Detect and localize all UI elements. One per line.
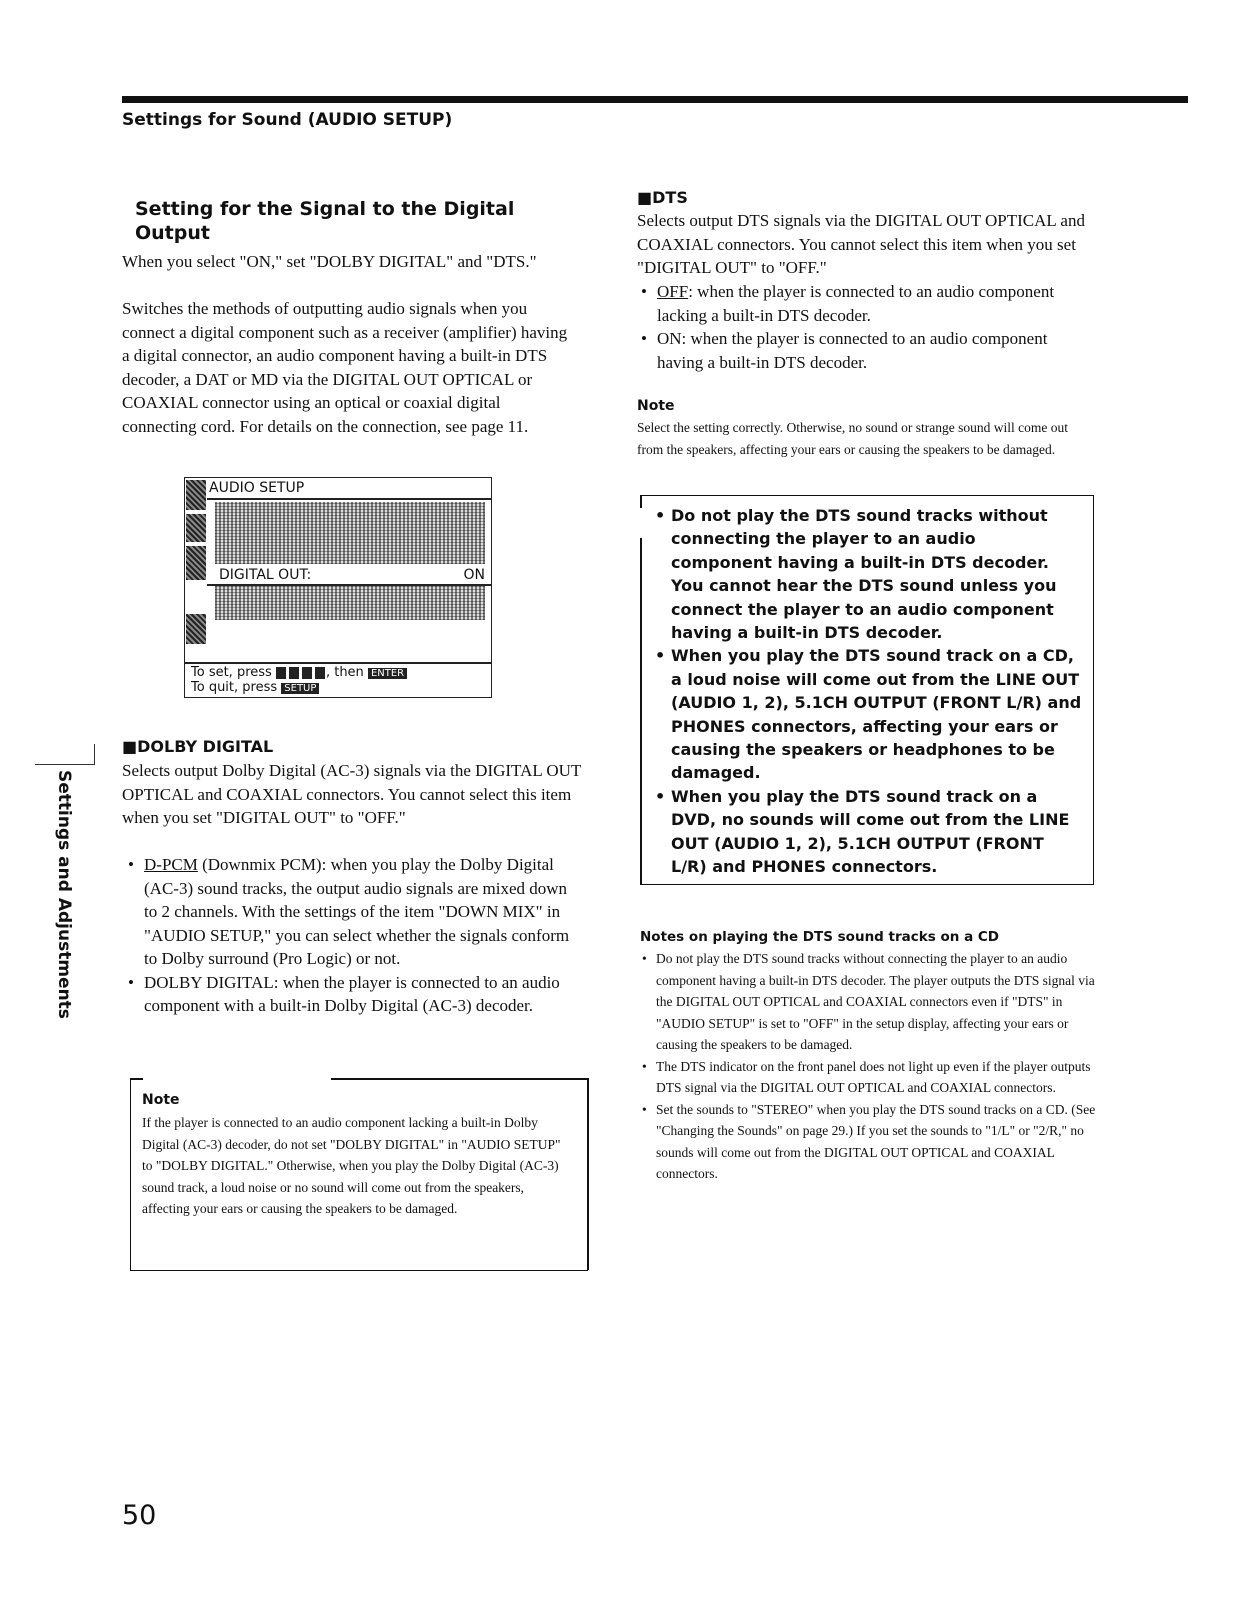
dts-note-text: Select the setting correctly. Otherwise, no sound or strange sound will come out from the speakers, affecting your ears or causing the speakers to be damaged.	[637, 420, 1069, 457]
bullet-icon: •	[642, 1101, 647, 1117]
screen-title-rule	[207, 498, 491, 500]
dts-warning-item: • When you play the DTS sound track on a CD, a loud noise will come out from the LINE OUT (AUDIO 1, 2), 5.1CH OUTPUT (FRONT L/R) and PHONES connectors, affecting your ears or causing the speakers or headphones to be damaged.	[652, 644, 1082, 784]
dolby-option-dpcm	[124, 853, 584, 971]
note-box-border	[130, 1078, 143, 1080]
screen-blurred-subitems	[215, 586, 485, 620]
dts-off-description: : when the player is connected to an audio component lacking a built-in DTS decoder.	[657, 282, 1055, 325]
page-number: 50	[122, 1500, 157, 1531]
audio-setup-screen	[184, 477, 492, 698]
setup-key-icon: SETUP	[281, 683, 319, 694]
bullet-icon: •	[642, 951, 647, 966]
dts-warning-box	[640, 495, 1094, 885]
dolby-note-text: If the player is connected to an audio component lacking a built-in Dolby Digital (AC-3) decoder, do not set "DOLBY DIGITAL" in "AUDIO SETUP" to "DOLBY DIGITAL." Otherwise, when you play the Dolby Digital (AC-3) sound track, a loud noise or no sound will come out from the speakers, affecting your ears or causing the speakers to be damaged.	[142, 1115, 561, 1216]
digital-out-label: DIGITAL OUT:	[219, 567, 312, 583]
screen-footer-set	[191, 665, 407, 680]
side-tab-label: Settings and Adjustments	[54, 770, 74, 1019]
dolby-digital-options	[124, 853, 584, 1018]
dpcm-default-label: D-PCM	[144, 855, 198, 874]
dts-off-default-label: OFF	[657, 282, 689, 301]
screen-footer-quit	[191, 680, 319, 695]
intro-paragraph-2: Switches the methods of outputting audio signals when you connect a digital component such as a receiver (amplifier) having a digital connector, an audio component having a built-in DTS decoder, a DAT or MD via the DIGITAL OUT OPTICAL or COAXIAL connector using an optical or coaxial digital connecting cord. For details on the connection, see page 11.	[122, 299, 568, 436]
cd-note-text: Set the sounds to "STEREO" when you play the DTS sound tracks on a CD. (See "Changing the Sounds" on page 29.) If you set the sounds to "1/L" or "2/R," no sounds will come out from the DIGITAL OUT OPTICAL and COAXIAL connectors.	[656, 1101, 1096, 1181]
dolby-digital-heading: ■DOLBY DIGITAL	[122, 737, 274, 756]
dts-description: Selects output DTS signals via the DIGITAL OUT OPTICAL and COAXIAL connectors. You cannot select this item when you set "DIGITAL OUT" to "OFF."	[637, 211, 1085, 277]
intro-paragraph-1: When you select "ON," set "DOLBY DIGITAL" and "DTS."	[122, 252, 537, 271]
cd-note-item	[640, 948, 1100, 1056]
cd-notes-title: Notes on playing the DTS sound tracks on a CD	[640, 929, 999, 945]
screen-blurred-menu-items	[215, 502, 485, 564]
side-tab	[52, 770, 78, 1030]
dolby-option-dolby-digital: • DOLBY DIGITAL: when the player is connected to an audio component with a built-in Dolby Digital (AC-3) decoder.	[124, 971, 584, 1018]
dolby-note-title: Note	[142, 1092, 180, 1108]
digital-out-value: ON	[463, 567, 485, 583]
menu-icon-2	[186, 514, 206, 542]
dolby-digital-description: Selects output Dolby Digital (AC-3) signals via the DIGITAL OUT OPTICAL and COAXIAL connectors. You cannot select this item when you set "DIGITAL OUT" to "OFF."	[122, 761, 581, 827]
dts-note-title: Note	[637, 398, 675, 414]
cd-note-item	[640, 1099, 1100, 1185]
dts-warning-item: • When you play the DTS sound track on a DVD, no sounds will come out from the LINE OUT (AUDIO 1, 2), 5.1CH OUTPUT (FRONT L/R) and PHONES connectors.	[652, 785, 1082, 879]
screen-title: AUDIO SETUP	[209, 480, 305, 496]
screen-footer-rule	[185, 662, 491, 664]
side-tab-marker	[35, 744, 95, 765]
page-header-title: Settings for Sound (AUDIO SETUP)	[122, 110, 453, 130]
note-box-border-2	[331, 1078, 589, 1080]
menu-icon-1	[186, 480, 206, 510]
dolby-note-box	[130, 1078, 588, 1271]
cd-notes-list	[640, 948, 1100, 1185]
footer-set-text: To set, press	[191, 665, 272, 680]
arrow-keys-icon	[276, 667, 326, 679]
cd-note-text: Do not play the DTS sound tracks without connecting the player to an audio component having a built-in DTS decoder. The player outputs the DTS signal via the DIGITAL OUT OPTICAL and COAXIAL connectors even if "DTS" in "AUDIO SETUP" is set to "OFF" in the setup display, affecting your ears or causing the speakers to be damaged.	[656, 951, 1095, 1052]
enter-key-icon: ENTER	[368, 668, 407, 679]
dts-heading: ■DTS	[637, 188, 688, 207]
dts-options	[637, 280, 1092, 374]
dts-option-off	[637, 280, 1092, 327]
dts-warning-list	[640, 496, 1082, 879]
dts-warning-item: • Do not play the DTS sound tracks without connecting the player to an audio component having a built-in DTS decoder. You cannot hear the DTS sound unless you connect the player to an audio component having a built-in DTS decoder.	[652, 504, 1082, 644]
footer-quit-text: To quit, press	[191, 680, 278, 695]
dts-option-on: • ON: when the player is connected to an audio component having a built-in DTS decoder.	[637, 327, 1092, 374]
menu-icon-3	[186, 546, 206, 580]
cd-note-text: The DTS indicator on the front panel does not light up even if the player outputs DTS signal via the DIGITAL OUT OPTICAL and COAXIAL connectors.	[656, 1058, 1091, 1095]
header-rule	[122, 96, 1188, 103]
cd-note-item	[640, 1056, 1100, 1099]
footer-then-text: , then	[325, 665, 364, 680]
bullet-icon: •	[642, 1058, 647, 1074]
section-heading: Setting for the Signal to the Digital Output	[135, 198, 515, 244]
dpcm-description: (Downmix PCM): when you play the Dolby Digital (AC-3) sound tracks, the output audio signals are mixed down to 2 channels. With the settings of the item "DOWN MIX" in "AUDIO SETUP," you can select whether the signals conform to Dolby surround (Pro Logic) or not.	[144, 855, 570, 968]
menu-icon-4	[186, 614, 206, 644]
